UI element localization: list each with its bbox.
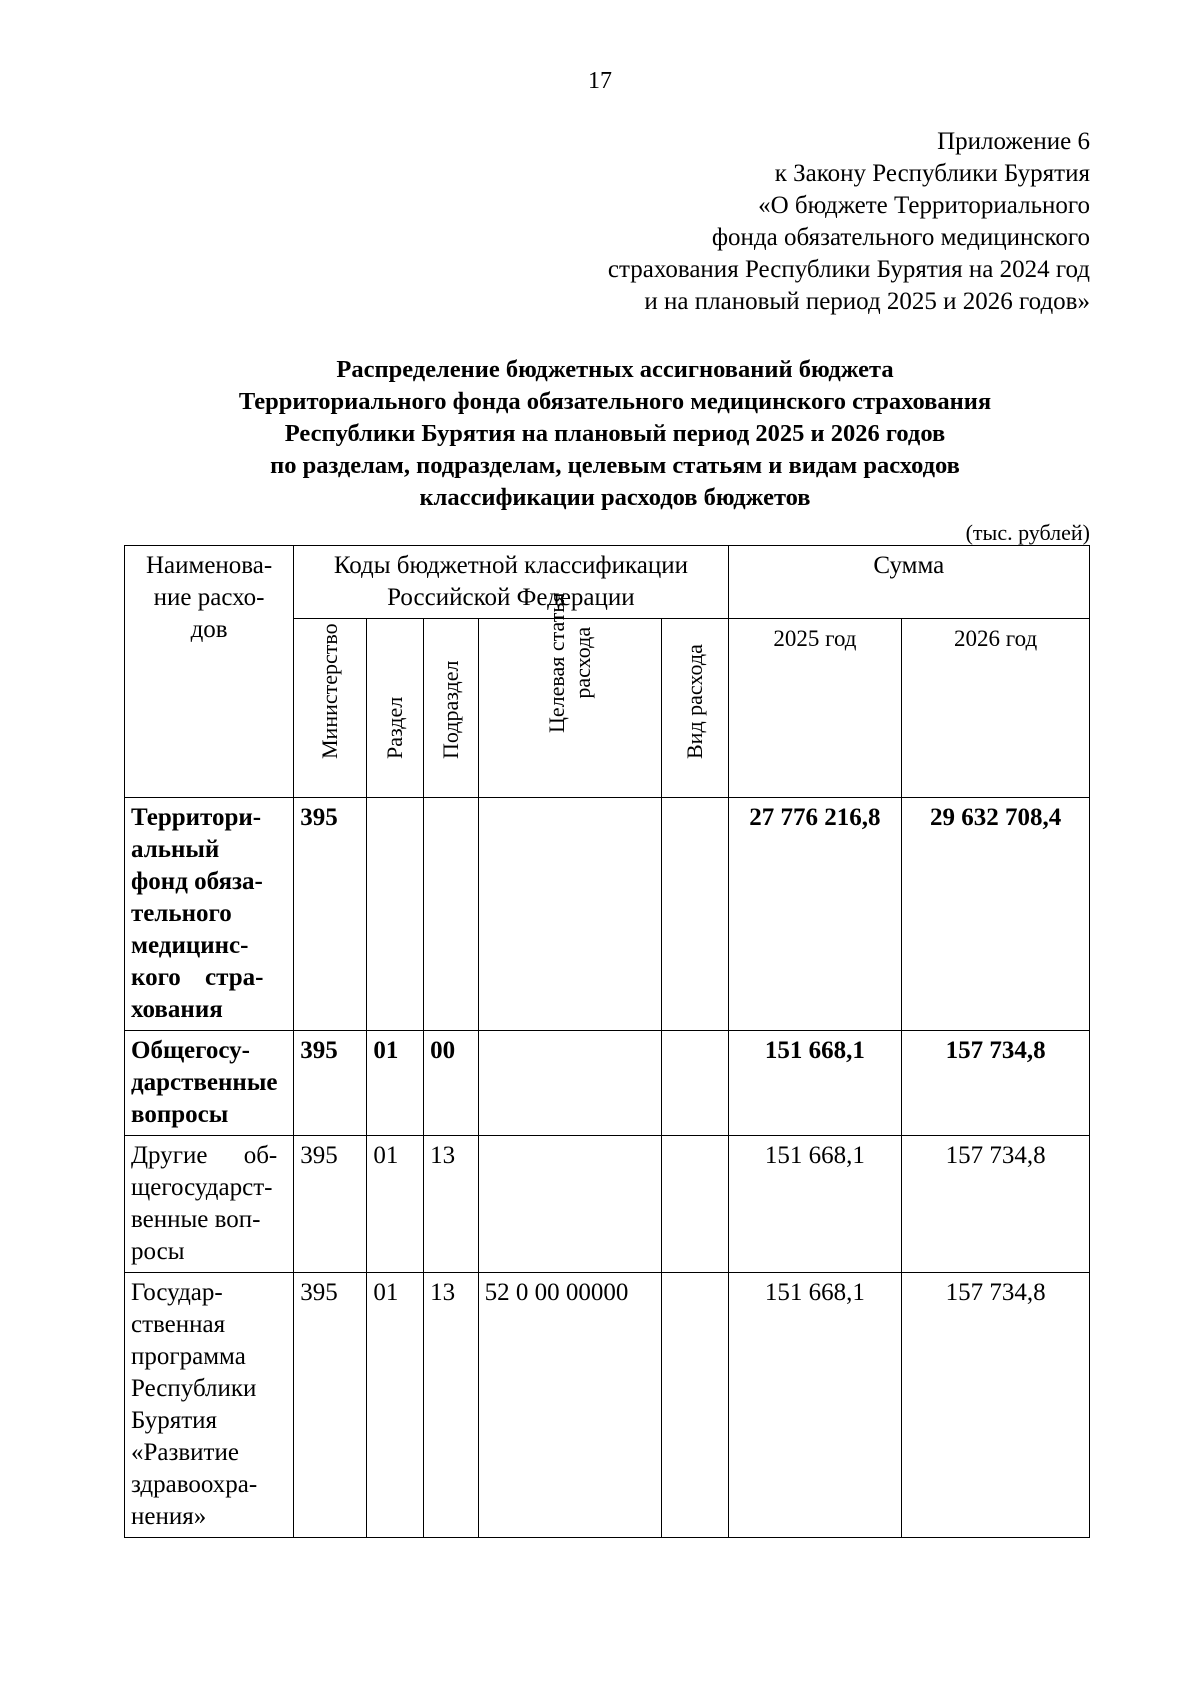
header-name (125, 546, 294, 798)
header-codes-line: Российской Федерации (387, 584, 635, 611)
row-ministry: 395 (294, 798, 367, 1031)
title-line: классификации расходов бюджетов (419, 484, 811, 511)
header-target-line: Целевая статья (543, 592, 569, 733)
header-expense-type-text: Вид расхода (681, 644, 707, 759)
header-name-line: Наименова- (145, 552, 273, 579)
annex-reference (390, 126, 1090, 318)
row-section: 01 (367, 1273, 424, 1538)
row-name (125, 1031, 294, 1136)
header-name-line: дов (190, 616, 228, 643)
title-line: Территориального фонда обязательного медицинского страхования (238, 388, 992, 415)
annex-line: Приложение 6 (937, 128, 1090, 155)
annex-line: и на плановый период 2025 и 2026 годов» (644, 288, 1090, 315)
title-line: Распределение бюджетных ассигнований бюджета (336, 356, 894, 383)
row-subsection (424, 798, 479, 1031)
table-row (125, 1273, 1090, 1538)
row-name-line: венные воп- (131, 1206, 261, 1233)
row-ministry: 395 (294, 1273, 367, 1538)
annex-line: страхования Республики Бурятия на 2024 год (607, 256, 1090, 283)
row-name-line: щегосударст- (131, 1174, 273, 1201)
header-year-2025: 2025 год (728, 619, 902, 798)
row-section (367, 798, 424, 1031)
row-name-line: фонд обяза- (131, 868, 263, 895)
row-section: 01 (367, 1031, 424, 1136)
header-target-text (544, 593, 596, 734)
header-row (125, 546, 1090, 619)
row-name-line: росы (131, 1238, 185, 1265)
row-name-line: ственная (131, 1311, 226, 1338)
row-sum-2025: 151 668,1 (728, 1031, 902, 1136)
annex-line: фонда обязательного медицинского (711, 224, 1090, 251)
row-ministry: 395 (294, 1031, 367, 1136)
row-name (125, 1273, 294, 1538)
row-name-line: дарственные (131, 1069, 278, 1096)
header-ministry-text: Министерство (317, 623, 343, 759)
row-sum-2026: 157 734,8 (902, 1273, 1090, 1538)
row-target (478, 1136, 661, 1273)
header-codes-line: Коды бюджетной классификации (333, 552, 688, 579)
budget-table (124, 545, 1090, 1538)
header-year-2026: 2026 год (902, 619, 1090, 798)
row-name-line: Государ- (131, 1279, 223, 1306)
header-name-line: ние расхо- (153, 584, 265, 611)
row-name-line: Общегосу- (131, 1037, 250, 1064)
row-name-line: альный (131, 836, 220, 863)
row-section: 01 (367, 1136, 424, 1273)
title-line: Республики Бурятия на плановый период 2025 и 2026 годов (284, 420, 946, 447)
row-name-line: хования (131, 996, 223, 1023)
row-sum-2026: 29 632 708,4 (902, 798, 1090, 1031)
header-target-line: расхода (569, 626, 595, 699)
row-expense-type (662, 1273, 729, 1538)
row-expense-type (662, 1031, 729, 1136)
row-name (125, 798, 294, 1031)
document-title (120, 354, 1110, 514)
row-name-line: здравоохра- (131, 1471, 258, 1498)
row-subsection: 13 (424, 1136, 479, 1273)
title-line: по разделам, подразделам, целевым статьям и видам расходов (270, 452, 960, 479)
header-subsection (424, 619, 479, 798)
row-sum-2025: 27 776 216,8 (728, 798, 902, 1031)
header-target (478, 592, 661, 798)
row-name-line: нения» (131, 1503, 207, 1530)
units-label: (тыс. рублей) (965, 520, 1090, 545)
header-expense-type (662, 619, 729, 798)
annex-line: к Закону Республики Бурятия (774, 160, 1090, 187)
row-name-line: Территори- (131, 804, 262, 831)
row-sum-2026: 157 734,8 (902, 1136, 1090, 1273)
row-name-line: «Развитие (131, 1439, 239, 1466)
row-name-line: Другие об- (131, 1142, 278, 1169)
row-name-line: тельного (131, 900, 232, 927)
row-name-line: кого стра- (131, 964, 264, 991)
row-target: 52 0 00 00000 (478, 1273, 661, 1538)
row-target (478, 798, 661, 1031)
annex-line: «О бюджете Территориального (758, 192, 1090, 219)
row-name-line: программа (131, 1343, 246, 1370)
row-name-line: Бурятия (131, 1407, 218, 1434)
header-section-text: Раздел (382, 696, 408, 759)
row-target (478, 1031, 661, 1136)
header-section (367, 619, 424, 798)
table-row (125, 798, 1090, 1031)
header-ministry (294, 619, 367, 798)
header-sum: Сумма (728, 546, 1089, 619)
row-expense-type (662, 798, 729, 1031)
table-row (125, 1031, 1090, 1136)
table-row (125, 1136, 1090, 1273)
row-name-line: медицинс- (131, 932, 249, 959)
row-ministry: 395 (294, 1136, 367, 1273)
row-subsection: 00 (424, 1031, 479, 1136)
header-subsection-text: Подраздел (437, 660, 463, 759)
row-name-line: вопросы (131, 1101, 229, 1128)
row-name-line: Республики (131, 1375, 257, 1402)
row-name (125, 1136, 294, 1273)
row-sum-2025: 151 668,1 (728, 1136, 902, 1273)
page-number: 17 (588, 68, 612, 94)
row-expense-type (662, 1136, 729, 1273)
row-sum-2025: 151 668,1 (728, 1273, 902, 1538)
header-codes (294, 546, 728, 619)
row-subsection: 13 (424, 1273, 479, 1538)
row-sum-2026: 157 734,8 (902, 1031, 1090, 1136)
